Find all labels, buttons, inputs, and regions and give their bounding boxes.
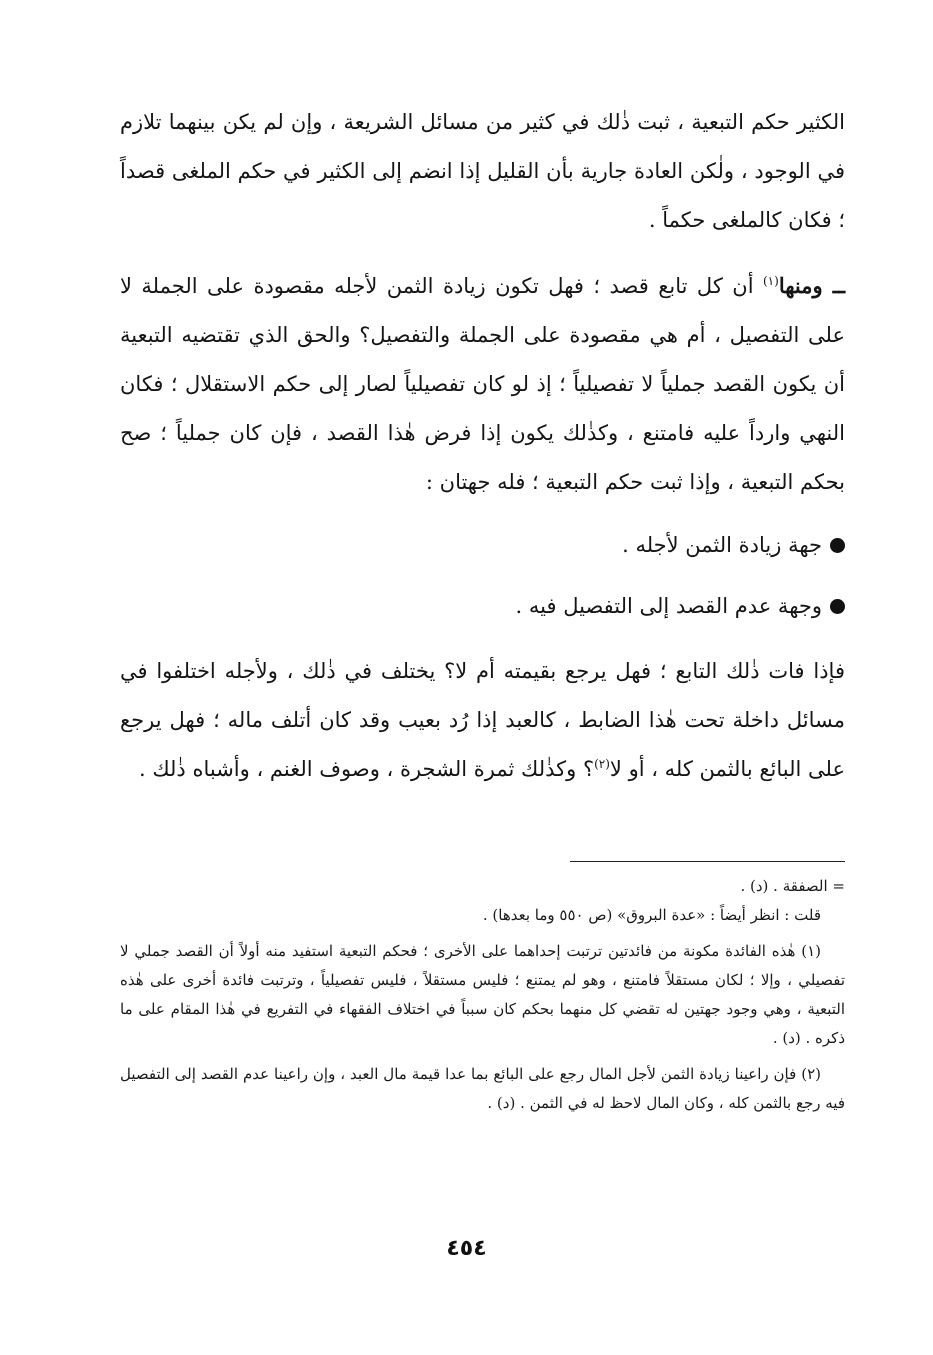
paragraph-3-part-b: ؟ وكذٰلك ثمرة الشجرة ، وصوف الغنم ، وأشباه ذٰلك . [138, 757, 595, 781]
bullet-dot-icon [830, 538, 845, 553]
bullet-dot-icon [830, 599, 845, 614]
paragraph-1: الكثير حكم التبعية ، ثبت ذٰلك في كثير من مسائل الشريعة ، وإن لم يكن بينهما تلازم في الوجود ، ولٰكن العادة جارية بأن القليل إذا انضم إلى الكثير في حكم الملغى قصداً ؛ فكان كالملغى حكماً . [120, 110, 845, 232]
page-number: ٤٥٤ [446, 1236, 487, 1261]
bullet-item-1 [120, 521, 845, 570]
bullet-item-1-text: جهة زيادة الثمن لأجله . [622, 533, 822, 557]
bullet-item-2 [120, 582, 845, 631]
footnote-editor-note: قلت : انظر أيضاً : «عدة البروق» (ص ٥٥٠ وما بعدها) . [482, 906, 821, 924]
bullet-item-2-text: وجهة عدم القصد إلى التفصيل فيه . [515, 594, 822, 618]
paragraph-2 [120, 261, 845, 507]
paragraph-3-part-a: فإذا فات ذٰلك التابع ؛ فهل يرجع بقيمته أم لا؟ يختلف في ذٰلك ، ولأجله اختلفوا في مسائل داخلة تحت هٰذا الضابط ، كالعبد إذا رُد بعيب وقد كان أتلف ماله ؛ فهل يرجع على البائع بالثمن كله ، أو لا [120, 659, 845, 781]
main-text [120, 98, 845, 794]
paragraph-3 [120, 647, 845, 794]
footnote-ref-1[interactable]: (١) [762, 274, 779, 288]
footnote-2: (٢) فإن راعينا زيادة الثمن لأجل المال رجع على البائع بما عدا قيمة مال العبد ، وإن راعينا عدم القصد إلى التفصيل فيه رجع بالثمن كله ، وكان المال لاحظ له في الثمن . (د) . [120, 1065, 845, 1112]
footnote-ref-2[interactable]: (٢) [594, 757, 610, 771]
footnote-continuation: = الصفقة . (د) . [740, 877, 845, 895]
paragraph-2-body: أن كل تابع قصد ؛ فهل تكون زيادة الثمن لأجله مقصودة على الجملة لا على التفصيل ، أم هي مقصودة على الجملة والتفصيل؟ والحق الذي تقتضيه التبعية أن يكون القصد جملياً لا تفصيلياً ؛ إذ لو كان تفصيلياً لصار إلى حكم الاستقلال ؛ فكان النهي وارداً عليه فامتنع ، وكذٰلك يكون إذا فرض هٰذا القصد ، فإن كان جملياً ؛ صح بحكم التبعية ، وإذا ثبت حكم التبعية ؛ فله جهتان : [120, 274, 845, 494]
footnotes [120, 872, 845, 1118]
paragraph-2-lead: ــ ومنها [778, 273, 846, 298]
footnote-1: (١) هٰذه الفائدة مكونة من فائدتين ترتبت إحداهما على الأخرى ؛ فحكم التبعية استفيد منه أولاً أن القصد جملي لا تفصيلي ، وإلا ؛ لكان مستقلاً فامتنع ، وهو لم يمتنع ؛ فليس مستقلاً ، فليس تفصيلياً ، وترتبت فائدة أخرى على هٰذه التبعية ، وهي وجود جهتين له تقضي كل منهما بحكم كان سبباً في اختلاف الفقهاء في التفريع في هٰذا المقام على ما ذكره . (د) . [120, 942, 845, 1047]
footnote-divider [570, 861, 845, 862]
